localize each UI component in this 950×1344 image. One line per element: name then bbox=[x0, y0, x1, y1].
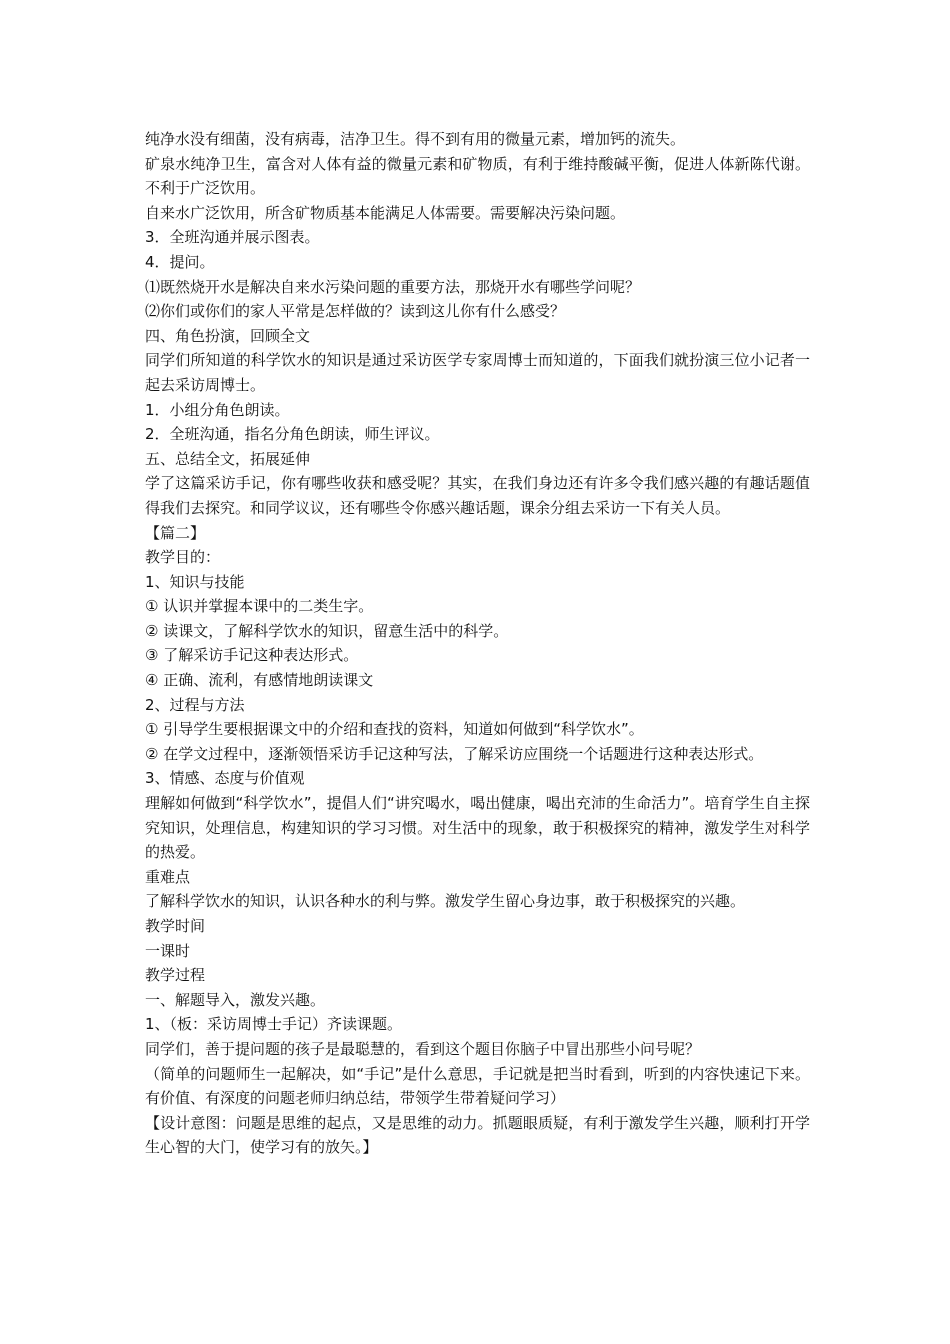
section-heading: 教学过程 bbox=[145, 966, 206, 985]
list-item: 4．提问。 bbox=[145, 252, 215, 271]
list-item: ② 在学文过程中，逐渐领悟采访手记这种写法，了解采访应围绕一个话题进行这种表达形式。 bbox=[145, 744, 764, 763]
text-line: 同学们所知道的科学饮水的知识是通过采访医学专家周博士而知道的，下面我们就扮演三位小记者一起去采访周博士。 bbox=[145, 351, 810, 394]
subsection-heading: 2、过程与方法 bbox=[145, 695, 245, 714]
list-item: ③ 了解采访手记这种表达形式。 bbox=[145, 646, 359, 665]
section-heading: 教学时间 bbox=[145, 917, 206, 935]
text-line: 矿泉水纯净卫生，富含对人体有益的微量元素和矿物质，有利于维持酸碱平衡，促进人体新陈代谢。不利于广泛饮用。 bbox=[145, 154, 810, 198]
list-item: 1、（板：采访周博士手记）齐读课题。 bbox=[145, 1015, 403, 1034]
text-line: 自来水广泛饮用，所含矿物质基本能满足人体需要。需要解决污染问题。 bbox=[145, 203, 626, 222]
document-body bbox=[145, 127, 810, 1160]
question-item: ⑴既然烧开水是解决自来水污染问题的重要方法，那烧开水有哪些学问呢？ bbox=[145, 277, 641, 296]
section-heading: 一、解题导入，激发兴趣。 bbox=[145, 990, 326, 1009]
list-item: 3．全班沟通并展示图表。 bbox=[145, 228, 320, 247]
list-item: ④ 正确、流利，有感情地朗读课文 bbox=[145, 671, 374, 690]
section-heading: 重难点 bbox=[145, 867, 191, 886]
list-item: ① 认识并掌握本课中的二类生字。 bbox=[145, 597, 374, 616]
list-item: 2．全班沟通，指名分角色朗读，师生评议。 bbox=[145, 425, 440, 444]
list-item: ② 读课文，了解科学饮水的知识，留意生活中的科学。 bbox=[145, 621, 509, 640]
subsection-heading: 1、知识与技能 bbox=[145, 572, 245, 591]
part-heading: 【篇二】 bbox=[145, 523, 206, 542]
text-line: 一课时 bbox=[145, 941, 191, 960]
subsection-heading: 3、情感、态度与价值观 bbox=[145, 769, 305, 788]
text-line: 学了这篇采访手记，你有哪些收获和感受呢？其实，在我们身边还有许多令我们感兴趣的有趣话题值得我们去探究。和同学议议，还有哪些令你感兴趣话题，课余分组去采访一下有关人员。 bbox=[145, 474, 810, 517]
text-line: 理解如何做到“科学饮水”，提倡人们“讲究喝水，喝出健康，喝出充沛的生命活力”。培育学生自主探究知识，处理信息，构建知识的学习习惯。对生活中的现象，敢于积极探究的精神，激发学生对科学的热爱。 bbox=[145, 794, 810, 862]
text-line: 同学们，善于提问题的孩子是最聪慧的，看到这个题目你脑子中冒出那些小问号呢？ bbox=[145, 1039, 701, 1058]
text-line: （简单的问题师生一起解决，如“手记”是什么意思，手记就是把当时看到，听到的内容快速记下来。有价值、有深度的问题老师归纳总结，带领学生带着疑问学习） bbox=[145, 1064, 810, 1108]
section-heading: 四、角色扮演，回顾全文 bbox=[145, 326, 311, 345]
text-line: 纯净水没有细菌，没有病毒，洁净卫生。得不到有用的微量元素，增加钙的流失。 bbox=[145, 130, 686, 148]
design-intent-note: 【设计意图：问题是思维的起点，又是思维的动力。抓题眼质疑，有利于激发学生兴趣，顺利打开学生心智的大门，使学习有的放矢。】 bbox=[145, 1113, 810, 1157]
section-heading: 教学目的： bbox=[145, 548, 221, 567]
section-heading: 五、总结全文，拓展延伸 bbox=[145, 449, 311, 468]
list-item: 1．小组分角色朗读。 bbox=[145, 400, 290, 419]
question-item: ⑵你们或你们的家人平常是怎样做的？读到这儿你有什么感受？ bbox=[145, 302, 566, 321]
text-line: 了解科学饮水的知识，认识各种水的利与弊。激发学生留心身边事，敢于积极探究的兴趣。 bbox=[145, 892, 746, 911]
list-item: ① 引导学生要根据课文中的介绍和查找的资料，知道如何做到“科学饮水”。 bbox=[145, 720, 644, 739]
